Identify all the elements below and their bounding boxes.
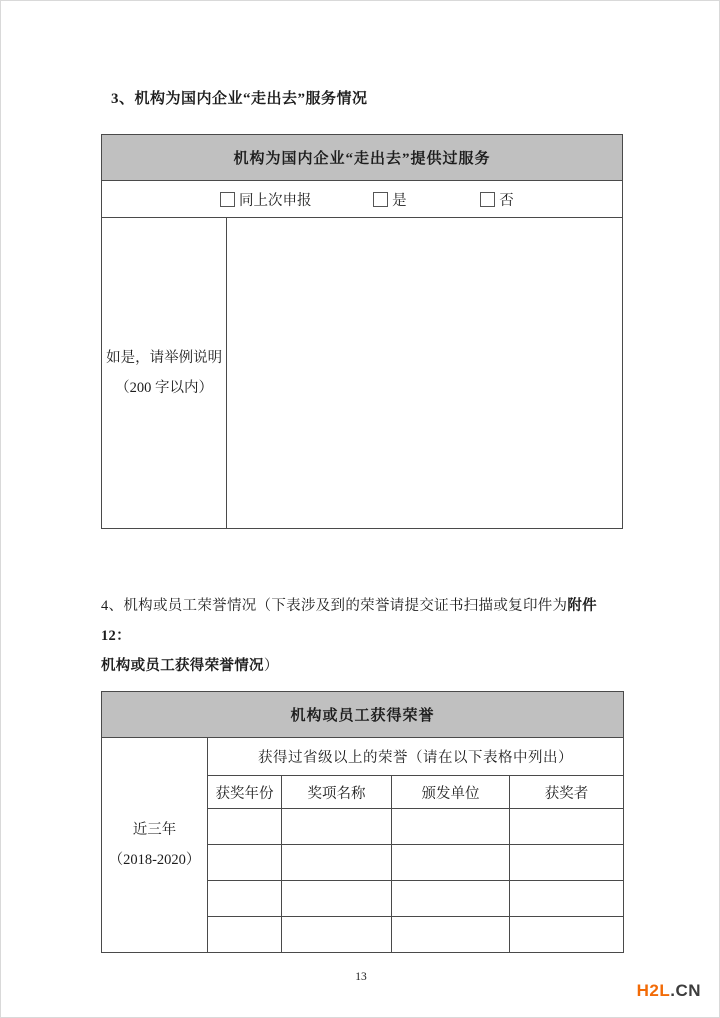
honor-cell-winner[interactable]	[510, 917, 624, 953]
watermark-logo	[637, 981, 701, 1001]
honor-cell-unit[interactable]	[392, 809, 510, 845]
honor-cell-year[interactable]	[208, 809, 282, 845]
honor-cell-unit[interactable]	[392, 881, 510, 917]
page-content	[1, 1, 720, 983]
heading-close-paren: ）	[263, 658, 279, 674]
column-header-issuing-unit: 颁发单位	[392, 776, 510, 809]
honor-cell-unit[interactable]	[392, 917, 510, 953]
service-table-title: 机构为国内企业“走出去”提供过服务	[102, 135, 623, 181]
attachment-title: 机构或员工获得荣誉情况	[101, 658, 264, 674]
honor-cell-year[interactable]	[208, 845, 282, 881]
honor-cell-name[interactable]	[282, 845, 392, 881]
period-line-2: （2018-2020）	[108, 852, 201, 868]
option-same-as-last-report	[220, 189, 312, 210]
honor-cell-winner[interactable]	[510, 809, 624, 845]
attachment-reference: 附件 12：	[101, 598, 597, 644]
period-line-1: 近三年	[132, 822, 177, 838]
section-4-heading	[101, 591, 621, 681]
option-label: 同上次申报	[239, 192, 312, 209]
column-header-award-name: 奖项名称	[282, 776, 392, 809]
option-no	[480, 189, 514, 210]
checkbox-yes[interactable]	[373, 192, 388, 207]
option-label: 是	[392, 192, 407, 209]
section-3-heading: 3、机构为国内企业“走出去”服务情况	[111, 91, 368, 107]
watermark-brand-text: H2L	[636, 981, 671, 1000]
honor-cell-year[interactable]	[208, 917, 282, 953]
service-example-input-cell[interactable]	[227, 218, 623, 529]
checkbox-same-as-last-report[interactable]	[220, 192, 235, 207]
service-options-row	[102, 181, 623, 218]
column-header-award-year: 获奖年份	[208, 776, 282, 809]
prompt-line-2: （200 字以内）	[115, 380, 214, 396]
honor-cell-name[interactable]	[282, 917, 392, 953]
heading-text: 4、机构或员工荣誉情况（下表涉及到的荣誉请提交证书扫描或复印件为	[101, 598, 568, 614]
option-yes	[373, 189, 407, 210]
honor-cell-unit[interactable]	[392, 845, 510, 881]
page-number: 13	[355, 971, 367, 983]
honor-cell-winner[interactable]	[510, 845, 624, 881]
going-global-service-table	[101, 134, 623, 529]
honor-cell-year[interactable]	[208, 881, 282, 917]
honor-cell-name[interactable]	[282, 809, 392, 845]
honors-table-title: 机构或员工获得荣誉	[102, 692, 624, 738]
honor-cell-winner[interactable]	[510, 881, 624, 917]
honors-table	[101, 691, 624, 953]
checkbox-no[interactable]	[480, 192, 495, 207]
honors-subheader: 获得过省级以上的荣誉（请在以下表格中列出）	[208, 738, 624, 776]
period-cell	[102, 738, 208, 953]
option-label: 否	[499, 192, 514, 209]
watermark-suffix-text: .CN	[670, 981, 701, 1000]
example-prompt-cell	[102, 218, 227, 529]
honor-cell-name[interactable]	[282, 881, 392, 917]
prompt-line-1: 如是，请举例说明	[106, 350, 223, 366]
column-header-award-winner: 获奖者	[510, 776, 624, 809]
